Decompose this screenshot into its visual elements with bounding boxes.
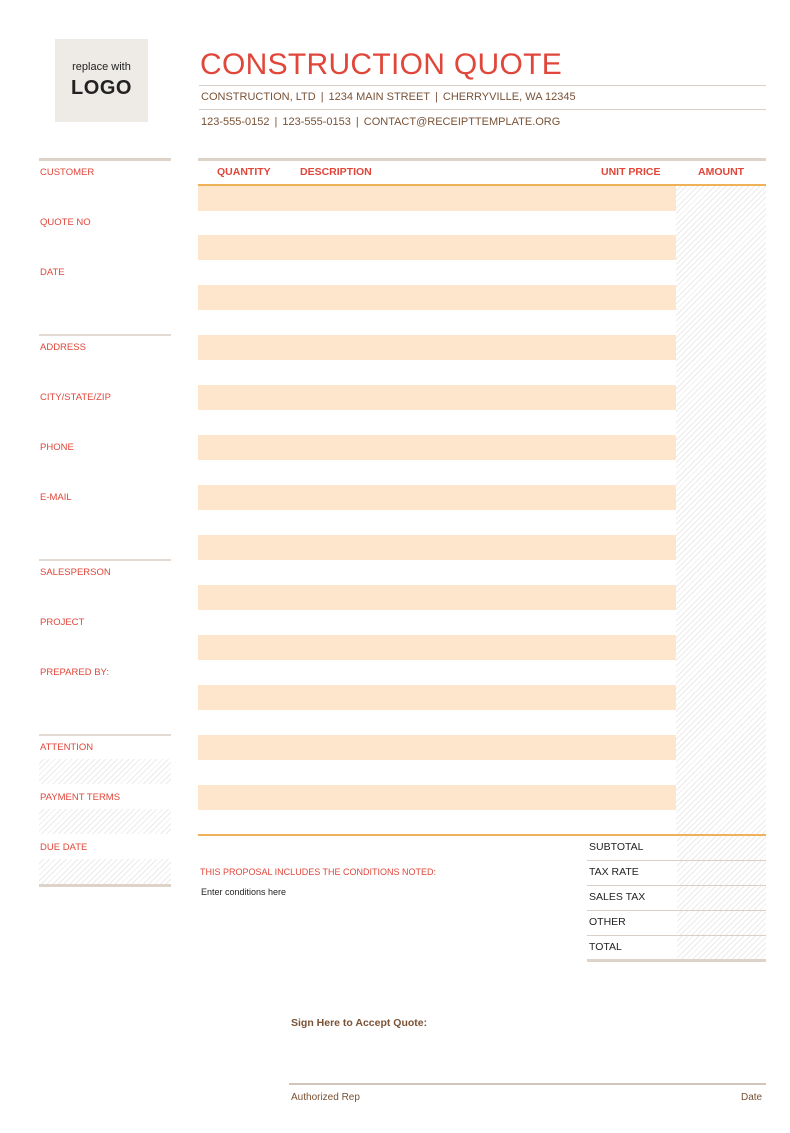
table-row[interactable] [198, 585, 676, 610]
left-section-rule [39, 158, 171, 161]
table-row[interactable] [198, 435, 676, 460]
tax-rate-value[interactable] [677, 861, 766, 885]
amount-header: AMOUNT [698, 166, 745, 178]
left-section-rule [39, 334, 171, 336]
payment-terms-label: PAYMENT TERMS [40, 792, 121, 803]
due-date-field[interactable] [39, 859, 171, 884]
table-row[interactable] [198, 385, 676, 410]
logo-placeholder [55, 39, 148, 122]
salesperson-label: SALESPERSON [40, 567, 111, 578]
company-city: CHERRYVILLE, WA 12345 [442, 91, 576, 103]
customer-label: CUSTOMER [40, 167, 95, 178]
table-row[interactable] [198, 685, 676, 710]
table-row[interactable] [198, 285, 676, 310]
table-row[interactable] [198, 535, 676, 560]
quote-no-label: QUOTE NO [40, 217, 91, 228]
sales-tax-label: SALES TAX [589, 891, 646, 903]
table-top-rule [198, 158, 766, 161]
amount-column [676, 186, 766, 834]
page-title: CONSTRUCTION QUOTE [200, 48, 563, 81]
company-contact-line: 123-555-0152 | 123-555-0153 | CONTACT@RECEIPTTEMPLATE.ORG [201, 116, 561, 128]
logo-replace-text: replace with [72, 61, 131, 73]
conditions-text[interactable]: Enter conditions here [201, 887, 287, 897]
left-section-rule [39, 734, 171, 736]
prepared-by-label: PREPARED BY: [40, 667, 109, 678]
total-label: TOTAL [589, 941, 622, 953]
signature-line[interactable] [289, 1083, 766, 1085]
sign-prompt: Sign Here to Accept Quote: [291, 1017, 428, 1029]
subtotal-label: SUBTOTAL [589, 841, 644, 853]
payment-terms-field[interactable] [39, 809, 171, 834]
city-state-zip-label: CITY/STATE/ZIP [40, 392, 111, 403]
unit-price-header: UNIT PRICE [601, 166, 661, 178]
other-value[interactable] [677, 911, 766, 935]
left-section-rule [39, 559, 171, 561]
left-section-rule [39, 884, 171, 887]
logo-text: LOGO [71, 77, 132, 99]
table-row[interactable] [198, 335, 676, 360]
attention-label: ATTENTION [40, 742, 94, 753]
company-email: CONTACT@RECEIPTTEMPLATE.ORG [363, 116, 561, 128]
attention-field[interactable] [39, 759, 171, 784]
total-value[interactable] [677, 936, 766, 960]
tax-rate-label: TAX RATE [589, 866, 639, 878]
email-label: E-MAIL [40, 492, 72, 503]
table-row[interactable] [198, 485, 676, 510]
table-row[interactable] [198, 735, 676, 760]
divider [199, 85, 766, 86]
authorized-rep-label: Authorized Rep [291, 1092, 360, 1103]
date-label: DATE [40, 267, 65, 278]
totals-bottom-rule [587, 959, 766, 962]
quantity-header: QUANTITY [217, 166, 271, 178]
address-label: ADDRESS [40, 342, 86, 353]
table-row[interactable] [198, 635, 676, 660]
company-phone-2: 123-555-0153 [282, 116, 351, 128]
company-street: 1234 MAIN STREET [328, 91, 431, 103]
divider [199, 109, 766, 110]
due-date-label: DUE DATE [40, 842, 88, 853]
company-phone-1: 123-555-0152 [201, 116, 270, 128]
table-row[interactable] [198, 785, 676, 810]
other-label: OTHER [589, 916, 626, 928]
table-row[interactable] [198, 235, 676, 260]
company-address-line: CONSTRUCTION, LTD | 1234 MAIN STREET | CHERRYVILLE, WA 12345 [201, 91, 576, 103]
table-row[interactable] [198, 186, 676, 211]
conditions-title: THIS PROPOSAL INCLUDES THE CONDITIONS NOTED: [200, 867, 437, 877]
signature-date-label: Date [741, 1092, 763, 1103]
company-name: CONSTRUCTION, LTD [201, 91, 316, 103]
project-label: PROJECT [40, 617, 85, 628]
description-header: DESCRIPTION [300, 166, 372, 178]
sales-tax-value[interactable] [677, 886, 766, 910]
subtotal-value[interactable] [677, 836, 766, 860]
phone-label: PHONE [40, 442, 74, 453]
